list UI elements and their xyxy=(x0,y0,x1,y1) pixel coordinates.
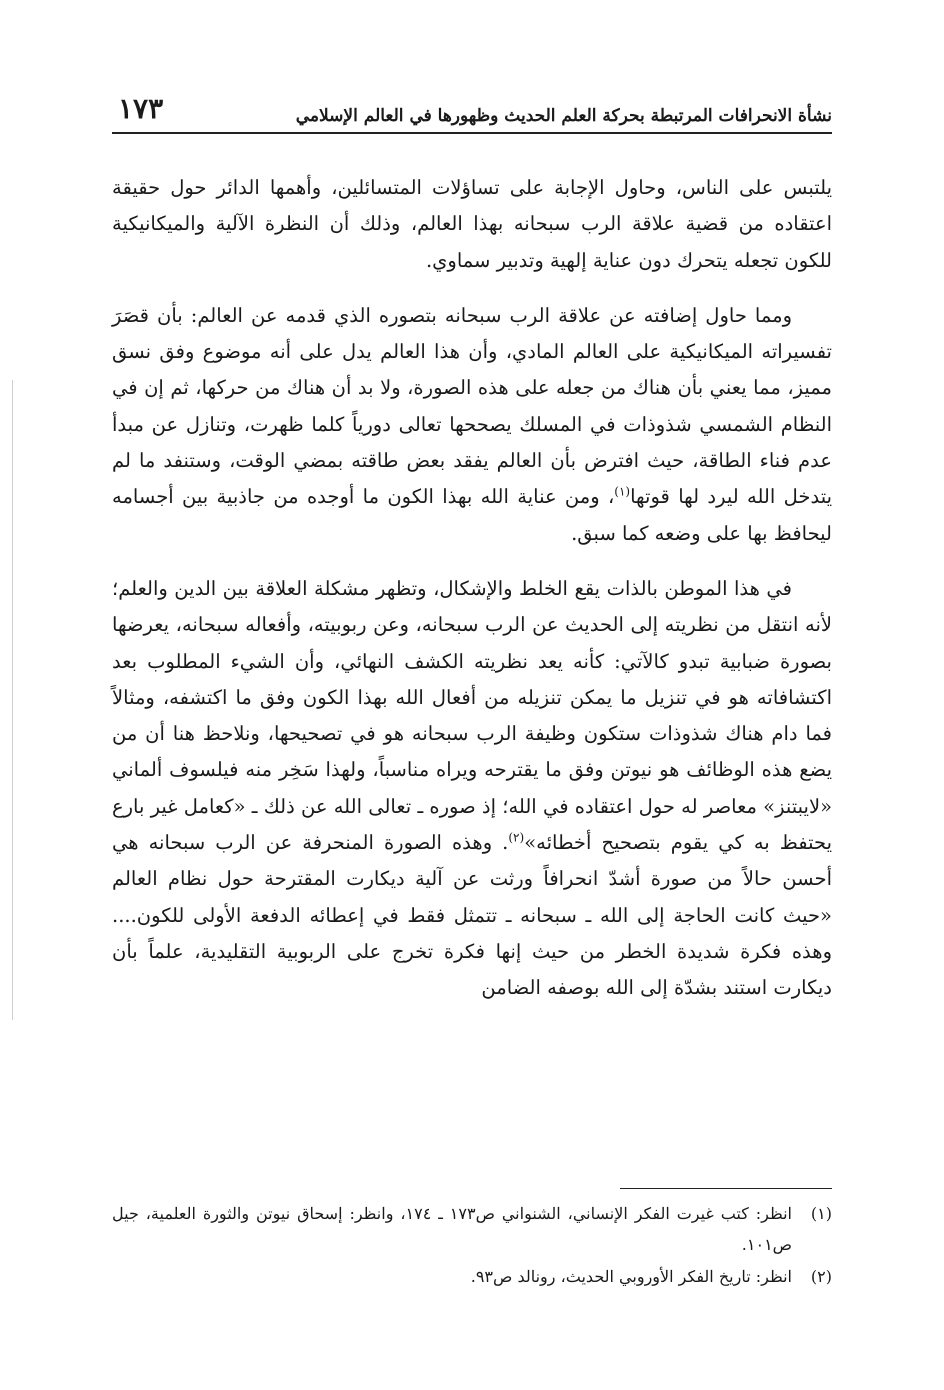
footnote-text: انظر: كتب غيرت الفكر الإنساني، الشنواني ص١٧٣ ـ ١٧٤، وانظر: إسحاق نيوتن والثورة العلمية، جيل ص١٠١. xyxy=(112,1204,793,1254)
footnote-number: (٢) xyxy=(810,1267,832,1286)
paragraph-text: ومما حاول إضافته عن علاقة الرب سبحانه بتصوره الذي قدمه عن العالم: بأن قصَرَ تفسيراته الميكانيكية على العالم المادي، وأن هذا العالم يدل على أنه موضوع وفق نسق مميز، مما يعني بأن هناك من جعله على هذه الصورة، ولا بد أن هناك من حركها، ثم إن في النظام الشمسي شذوذات في المسلك يصححها تعالى دورياً كلما ظهرت، وتنازل عن مبدأ عدم فناء الطاقة، حيث افترض بأن العالم يفقد بعض طاقته بمضي الوقت، وستنفد ما لم يتدخل الله ليرد لها قوتها xyxy=(112,303,833,509)
paragraph-text: يلتبس على الناس، وحاول الإجابة على تساؤلات المتسائلين، وأهمها الدائر حول حقيقة اعتقاده من قضية علاقة الرب سبحانه بهذا العالم، وذلك أن النظرة الآلية والميكانيكية للكون تجعله يتحرك دون عناية إلهية وتدبير سماوي. xyxy=(112,176,832,272)
page-number: ١٧٣ xyxy=(118,92,164,125)
footnote-number: (١) xyxy=(810,1204,832,1223)
header-rule xyxy=(112,132,832,134)
page-edge-shadow xyxy=(12,380,13,1020)
running-header xyxy=(112,92,832,132)
paragraph-text-continued: . وهذه الصورة المنحرفة عن الرب سبحانه هي أحسن حالاً من صورة أشدّ انحرافاً ورثت عن آلية ديكارت المقترحة حول نظام العالم «حيث كانت الحاجة إلى الله ـ سبحانه ـ تتمثل فقط في إعطائه الدفعة الأولى للكون.... وهذه فكرة شديدة الخطر من حيث إنها فكرة تخرج على الربوبية التقليدية، علماً بأن ديكارت استند بشدّة إلى الله بوصفه الضامن xyxy=(112,831,832,1000)
running-title: نشأة الانحرافات المرتبطة بحركة العلم الحديث وظهورها في العالم الإسلامي xyxy=(295,106,832,126)
footnote-2 xyxy=(112,1261,832,1292)
footnote-reference[interactable]: (٢) xyxy=(508,830,525,845)
footnote-reference[interactable]: (١) xyxy=(614,484,631,499)
footnotes xyxy=(112,1198,832,1293)
paragraph-text: في هذا الموطن بالذات يقع الخلط والإشكال، وتظهر مشكلة العلاقة بين الدين والعلم؛ لأنه انتقل من نظريته إلى الحديث عن الرب سبحانه، وعن ربوبيته، وأفعاله سبحانه، يعرضها بصورة ضبابية تبدو كالآتي: كأنه يعد نظريته الكشف النهائي، وأن الشيء المطلوب بعد اكتشافاته هو في تنزيل ما يمكن تنزيله من أفعال الله بهذا الكون وفق ما اكتشفه، ومثالاً فما دام هناك شذوذات ستكون وظيفة الرب سبحانه هو في تصحيحها، ونلاحظ هنا أن من يضع هذه الوظائف هو نيوتن وفق ما يقترحه ويراه مناسباً، ولهذا سَخِر منه فيلسوف ألماني «لايبتنز» معاصر له حول اعتقاده في الله؛ إذ صوره ـ تعالى الله عن ذلك ـ «كعامل غير بارع يحتفظ به كي يقوم بتصحيح أخطائه» xyxy=(112,576,833,855)
footnote-separator xyxy=(620,1188,832,1189)
body-text xyxy=(112,170,832,1026)
paragraph-3 xyxy=(112,571,832,1007)
paragraph-text-continued: ، ومن عناية الله بهذا الكون ما أوجده من جاذبية بين أجسامه ليحافظ بها على وضعه كما سبق. xyxy=(112,485,832,545)
paragraph-1 xyxy=(112,170,832,279)
paragraph-2 xyxy=(112,298,832,552)
footnote-1 xyxy=(112,1198,832,1260)
footnote-text: انظر: تاريخ الفكر الأوروبي الحديث، رونالد ص٩٣. xyxy=(470,1267,792,1286)
